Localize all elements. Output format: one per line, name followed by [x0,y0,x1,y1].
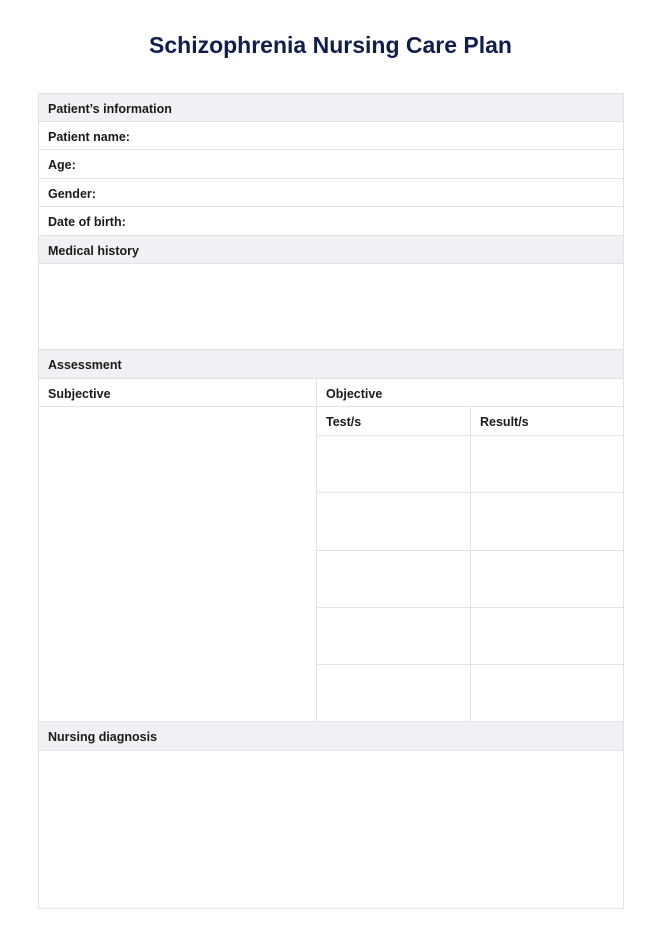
medical-history-header: Medical history [38,235,624,264]
test-cell[interactable] [316,435,471,493]
result-cell[interactable] [470,550,624,608]
result-cell[interactable] [470,664,624,722]
test-cell[interactable] [316,550,471,608]
page-title: Schizophrenia Nursing Care Plan [149,32,512,58]
result-cell[interactable] [470,607,624,665]
nursing-diagnosis-header: Nursing diagnosis [38,721,624,751]
dob-field[interactable]: Date of birth: [38,206,624,236]
result-column-header: Result/s [470,406,624,436]
result-cell[interactable] [470,435,624,493]
medical-history-field[interactable] [38,263,624,350]
test-cell[interactable] [316,607,471,665]
gender-field[interactable]: Gender: [38,178,624,207]
nursing-diagnosis-field[interactable] [38,750,624,909]
assessment-header: Assessment [38,349,624,379]
result-cell[interactable] [470,492,624,551]
objective-header: Objective [316,378,624,407]
test-column-header: Test/s [316,406,471,436]
patient-name-field[interactable]: Patient name: [38,121,624,150]
subjective-field[interactable] [38,406,317,722]
subjective-header: Subjective [38,378,317,407]
test-cell[interactable] [316,664,471,722]
test-cell[interactable] [316,492,471,551]
patient-info-header: Patient’s information [38,93,624,122]
age-field[interactable]: Age: [38,149,624,179]
